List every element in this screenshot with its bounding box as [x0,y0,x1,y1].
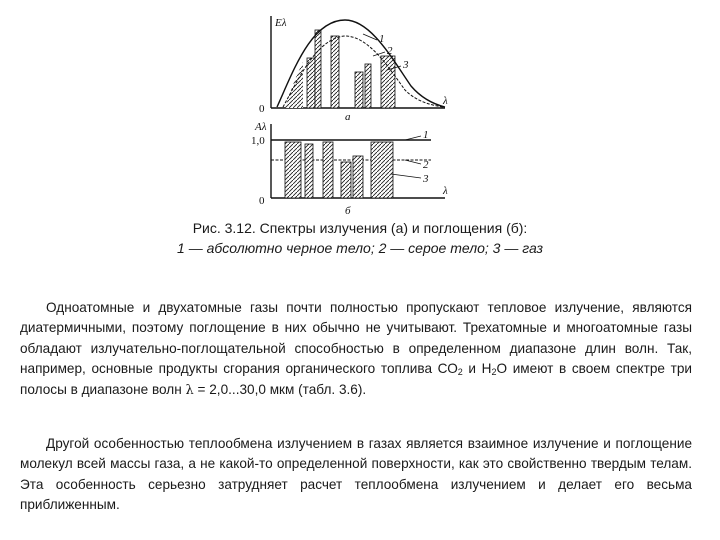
bottom-curve-label-2: 2 [423,159,429,171]
gas-band-2 [315,30,321,108]
gas-band-4 [355,72,363,108]
bottom-origin: 0 [259,195,265,207]
gas-band-3 [331,36,339,108]
gas-band-1 [307,58,315,108]
gas-band-5 [365,64,371,108]
paragraph-1-text-c: О имеют в своем спектре три полосы в диапазоне волн [20,361,692,397]
abs-band-1 [285,142,301,198]
panel-emission [259,16,448,123]
leader-2-bottom [405,160,421,164]
bottom-panel-letter: б [345,205,351,217]
paragraph-1-text-a: Одноатомные и двухатомные газы почти полностью пропускают тепловое излучение, являются диатермичными, поэтому поглощение в них обычно не учитывают. Трехатомные и многоатомные газы обладают излучательно-поглощательной способностью в определенном диапазоне длин волн. Так, например, основные продукты сгорания органического топлива СО [20,299,692,377]
abs-band-3 [323,142,333,198]
paragraph-1-text-b: и Н [462,361,492,377]
abs-band-6 [371,142,393,198]
panel-absorption [251,121,448,217]
bottom-x-label: λ [443,185,448,197]
leader-3-bottom [391,174,421,178]
lambda-symbol: λ [185,382,194,398]
co2-subscript: 2 [457,367,463,378]
bottom-curve-label-3: 3 [423,173,429,185]
bottom-curve-label-1: 1 [423,129,429,141]
bottom-y-label: Aλ [255,121,267,133]
top-origin: 0 [259,103,265,115]
paragraph-1-text-d: = 2,0...30,0 мкм (табл. 3.6). [193,381,367,397]
top-curve-label-1: 1 [379,33,385,45]
h2o-subscript: 2 [491,367,497,378]
abs-band-2 [305,144,313,198]
top-y-label: Eλ [275,17,287,29]
abs-band-4 [341,162,351,198]
figure-caption [0,218,720,258]
top-curve-label-2: 2 [387,45,393,57]
spectra-figure [245,12,455,220]
abs-band-5 [353,156,363,198]
gas-band-6 [381,56,395,108]
top-x-label: λ [443,95,448,107]
spectra-diagram [245,12,455,220]
paragraph-gases [20,298,692,402]
caption-line-1: Рис. 3.12. Спектры излучения (а) и поглощения (б): [192,220,528,236]
caption-line-2: 1 — абсолютно черное тело; 2 — серое тело; 3 — газ [177,240,543,256]
paragraph-gas-feature: Другой особенностью теплообмена излучением в газах является взаимное излучение и поглощение молекул всей массы газа, а не какой-то определенной поверхности, как это свойственно твердым телам. Эта особенность серьезно затрудняет расчет теплообмена излучением и делает его весьма приближенным. [20,435,692,513]
top-curve-label-3: 3 [403,59,409,71]
top-panel-letter: а [345,111,351,123]
bottom-y-tick: 1,0 [251,135,265,147]
